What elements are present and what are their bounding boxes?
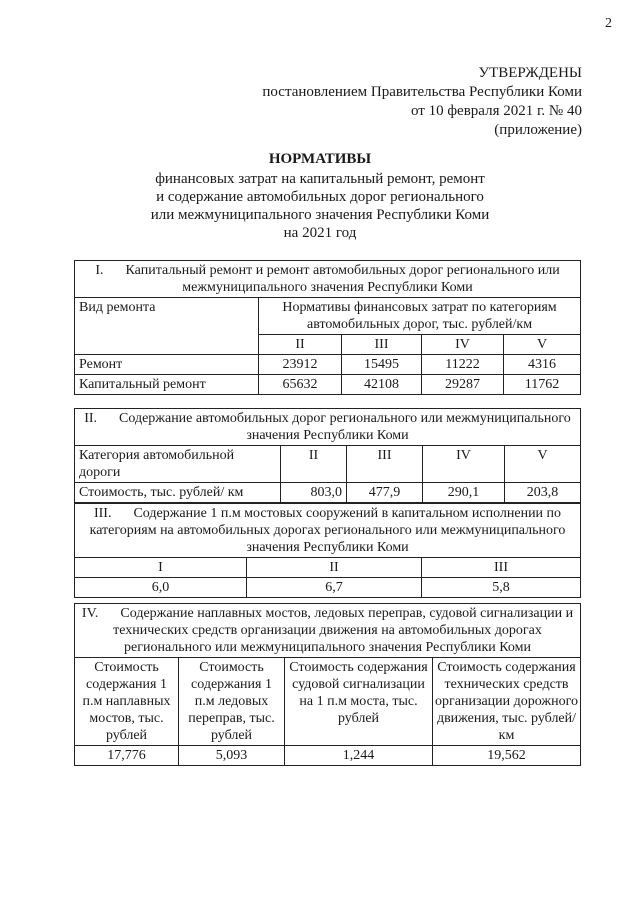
- value-cell: 5,8: [422, 578, 581, 598]
- approval-line: УТВЕРЖДЕНЫ: [478, 65, 582, 81]
- table-row: [75, 578, 581, 598]
- title-line: и содержание автомобильных дорог регионального: [156, 189, 484, 205]
- approval-line: постановлением Правительства Республики Коми: [262, 84, 582, 100]
- value-cell: 1,244: [285, 746, 433, 766]
- section-header-row: [75, 261, 581, 298]
- column-header: Стоимость содержания 1 п.м наплавных мостов, тыс. рублей: [75, 658, 179, 746]
- table-row: [75, 558, 581, 578]
- table-row: [75, 483, 581, 503]
- row-label: Ремонт: [75, 355, 259, 375]
- category-cell: I: [75, 558, 247, 578]
- section-title: Капитальный ремонт и ремонт автомобильных дорог регионального или межмуниципального значения Республики Коми: [125, 263, 560, 295]
- title-line: на 2021 год: [283, 225, 357, 241]
- category-cell: IV: [423, 446, 505, 483]
- norm-header: Нормативы финансовых затрат по категориям автомобильных дорог, тыс. рублей/км: [259, 298, 581, 335]
- table-row: [75, 658, 581, 746]
- approval-block: [162, 64, 582, 140]
- value-cell: 6,7: [247, 578, 422, 598]
- category-cell: III: [422, 558, 581, 578]
- value-cell: 17,776: [75, 746, 179, 766]
- value-cell: 65632: [259, 375, 342, 395]
- table-row: [75, 355, 581, 375]
- section-header: [75, 604, 581, 658]
- section-1-table: [74, 260, 581, 395]
- document-title: [0, 150, 640, 242]
- section-number: II.: [84, 411, 98, 426]
- title-line: финансовых затрат на капитальный ремонт, ремонт: [155, 171, 485, 187]
- column-header: Стоимость содержания технических средств организации дорожного движения, тыс. рублей/км: [433, 658, 581, 746]
- section-header-row: [75, 409, 581, 446]
- row-label: Капитальный ремонт: [75, 375, 259, 395]
- value-cell: 477,9: [347, 483, 423, 503]
- section-number: IV.: [81, 606, 99, 621]
- value-cell: 29287: [422, 375, 504, 395]
- category-cell: II: [281, 446, 347, 483]
- section-4-table: [74, 603, 581, 766]
- value-cell: 4316: [504, 355, 581, 375]
- value-cell: 5,093: [179, 746, 285, 766]
- page-number: 2: [605, 16, 612, 31]
- table-row: [75, 375, 581, 395]
- value-cell: 803,0: [281, 483, 347, 503]
- value-cell: 42108: [342, 375, 422, 395]
- category-cell: V: [505, 446, 581, 483]
- section-3-table: [74, 503, 581, 598]
- section-number: III.: [93, 506, 112, 521]
- category-cell: II: [259, 335, 342, 355]
- category-label: Категория автомобильной дороги: [75, 446, 281, 483]
- table-row: [75, 298, 581, 335]
- section-2-table: [74, 408, 581, 503]
- section-header: [75, 261, 581, 298]
- value-cell: 19,562: [433, 746, 581, 766]
- section-header: [75, 409, 581, 446]
- title-heading: НОРМАТИВЫ: [268, 151, 372, 167]
- value-cell: 290,1: [423, 483, 505, 503]
- column-header: Стоимость содержания 1 п.м ледовых переправ, тыс. рублей: [179, 658, 285, 746]
- title-line: или межмуниципального значения Республики Коми: [150, 207, 490, 223]
- section-title: Содержание автомобильных дорог регионального или межмуниципального значения Республики Коми: [119, 411, 571, 443]
- value-cell: 6,0: [75, 578, 247, 598]
- category-cell: IV: [422, 335, 504, 355]
- approval-line: (приложение): [494, 122, 582, 138]
- cost-label: Стоимость, тыс. рублей/ км: [75, 483, 281, 503]
- table-row: [75, 746, 581, 766]
- approval-line: от 10 февраля 2021 г. № 40: [410, 103, 582, 119]
- column-header: Стоимость содержания судовой сигнализации на 1 п.м моста, тыс. рублей: [285, 658, 433, 746]
- section-header-row: [75, 604, 581, 658]
- section-title: Содержание 1 п.м мостовых сооружений в капитальном исполнении по категориям на автомобильных дорогах регионального или межмуниципального значения Республики Коми: [89, 506, 566, 555]
- section-header: [75, 504, 581, 558]
- table-row: [75, 446, 581, 483]
- value-cell: 203,8: [505, 483, 581, 503]
- category-cell: III: [347, 446, 423, 483]
- value-cell: 15495: [342, 355, 422, 375]
- section-number: I.: [95, 263, 104, 278]
- category-cell: III: [342, 335, 422, 355]
- category-cell: V: [504, 335, 581, 355]
- section-header-row: [75, 504, 581, 558]
- value-cell: 11762: [504, 375, 581, 395]
- category-cell: II: [247, 558, 422, 578]
- value-cell: 11222: [422, 355, 504, 375]
- section-title: Содержание наплавных мостов, ледовых переправ, судовой сигнализации и технических средств организации движения на автомобильных дорогах регионального или межмуниципального значения Республики Коми: [113, 606, 574, 655]
- value-cell: 23912: [259, 355, 342, 375]
- column-label: Вид ремонта: [75, 298, 259, 355]
